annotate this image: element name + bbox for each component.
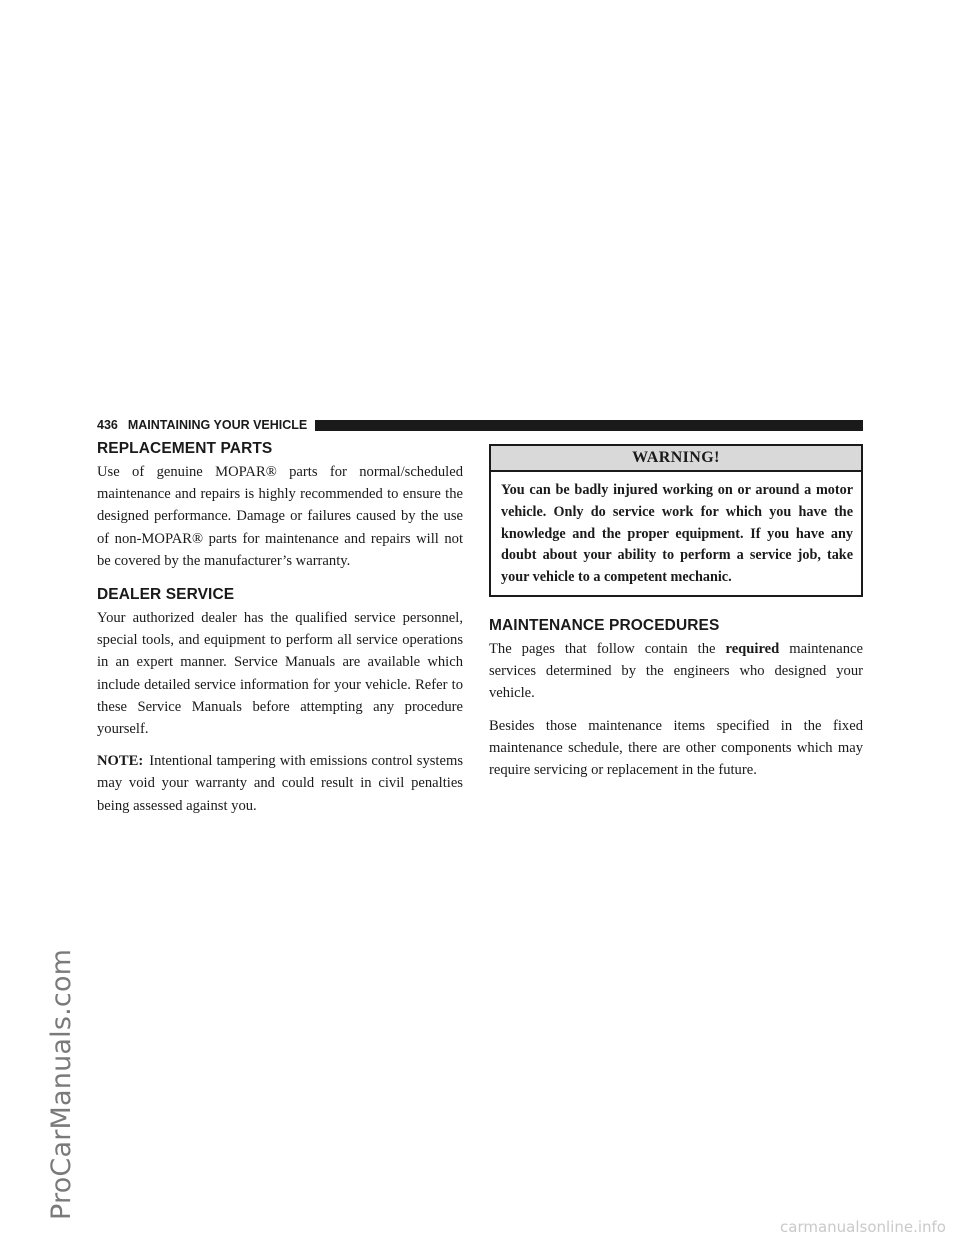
warning-text: You can be badly injured working on or around a motor vehicle. Only do service work for which you have the knowledge and the proper equipment. If you have any doubt about your ability to perform a service job, take your vehicle to a competent mechanic. [501, 482, 853, 586]
replacement-parts-section [97, 440, 463, 572]
p1-emphasis: required [725, 640, 780, 657]
page-number: 436 [97, 418, 118, 432]
running-header [97, 417, 863, 433]
warning-title: WARNING! [491, 446, 861, 472]
footer-site-watermark: carmanualsonline.info [780, 1218, 946, 1236]
note-text: Intentional tampering with emissions control systems may void your warranty and could result in civil penalties being assessed against you. [97, 753, 463, 814]
section-title: MAINTAINING YOUR VEHICLE [127, 418, 308, 432]
warning-box [489, 444, 863, 597]
dealer-service-note [97, 750, 463, 817]
p1-before: The pages that follow contain the [489, 640, 716, 657]
header-rule [315, 420, 863, 431]
note-label: NOTE: [97, 753, 144, 770]
replacement-parts-heading: REPLACEMENT PARTS [97, 440, 273, 457]
replacement-parts-body: Use of genuine MOPAR® parts for normal/scheduled maintenance and repairs is highly recommended to ensure the designed performance. Damage or failures caused by the use of non-MOPAR® parts for maintenance and repairs will not be covered by the manufacturer’s warranty. [97, 464, 463, 569]
p1-after: maintenance services determined by the engineers who designed your vehicle. [489, 640, 863, 702]
dealer-service-body: Your authorized dealer has the qualified service personnel, special tools, and equipment to perform all service operations in an expert manner. Service Manuals are available which include detailed service information for your vehicle. Refer to these Service Manuals before attempting any procedure yourself. [97, 610, 463, 738]
maintenance-procedures-section [489, 617, 863, 781]
maintenance-procedures-heading: MAINTENANCE PROCEDURES [489, 616, 720, 634]
left-column [97, 440, 463, 831]
watermark-text: ProCarManuals.com [46, 948, 77, 1220]
dealer-service-section [97, 586, 463, 817]
maintenance-procedures-p1 [489, 638, 863, 705]
dealer-service-heading: DEALER SERVICE [97, 586, 235, 604]
maintenance-procedures-p2: Besides those maintenance items specified in the fixed maintenance schedule, there are other components which may require servicing or replacement in the future. [489, 717, 863, 778]
right-column [489, 440, 863, 795]
